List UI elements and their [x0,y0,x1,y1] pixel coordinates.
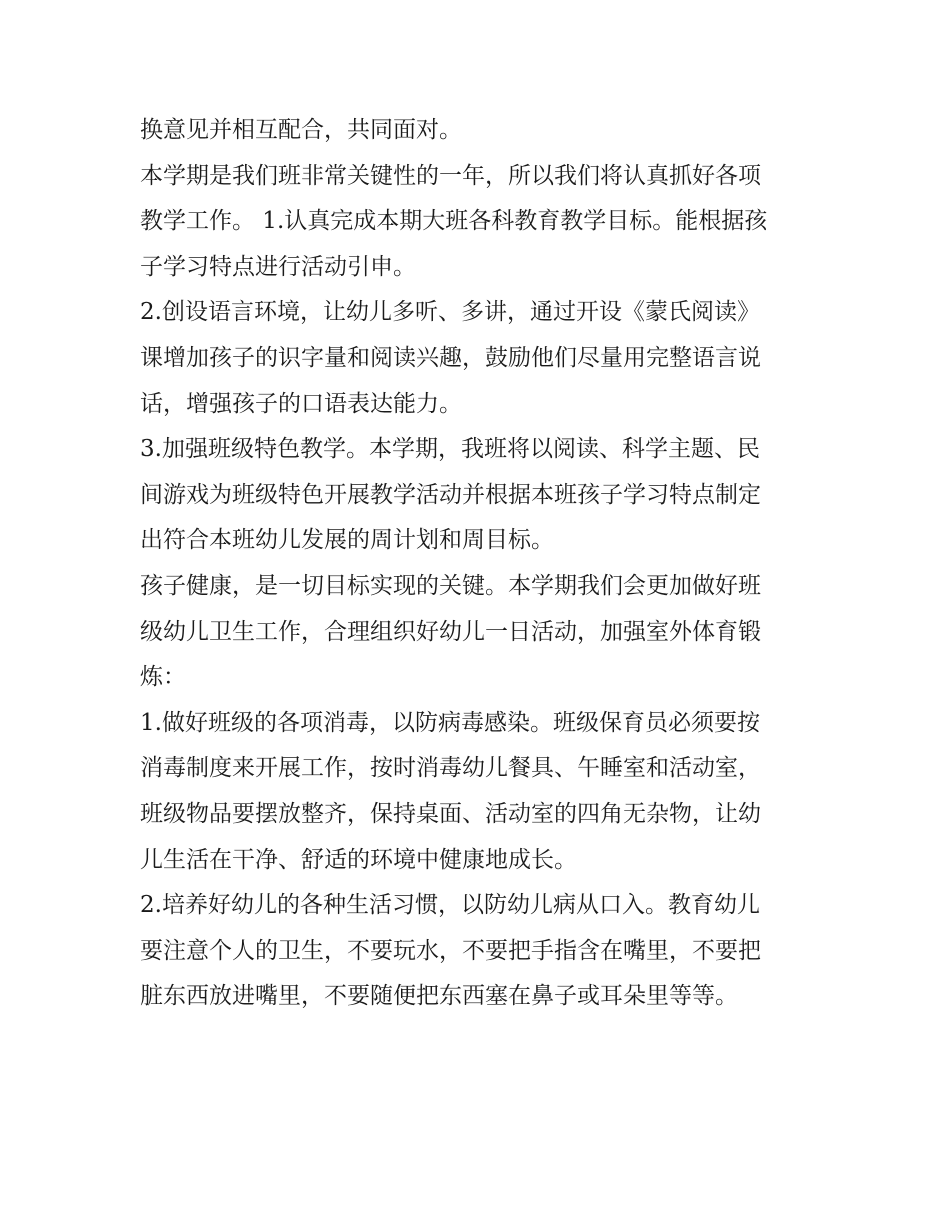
text-line: 出符合本班幼儿发展的周计划和周目标。 [140,527,554,554]
text-line: 子学习特点进行活动引申。 [140,253,416,280]
document-body [140,108,820,1020]
text-line: 课增加孩子的识字量和阅读兴趣，鼓励他们尽量用完整语言说 [140,344,761,371]
text-line: 本学期是我们班非常关键性的一年，所以我们将认真抓好各项 [140,162,761,189]
text-line: 儿生活在干净、舒适的环境中健康地成长。 [140,846,577,873]
text-line: 2.创设语言环境，让幼儿多听、多讲，通过开设《蒙氏阅读》 [140,299,760,326]
text-line: 脏东西放进嘴里，不要随便把东西塞在鼻子或耳朵里等等。 [140,983,738,1010]
text-line: 孩子健康，是一切目标实现的关键。本学期我们会更加做好班 [140,572,761,599]
text-line: 级幼儿卫生工作，合理组织好幼儿一日活动，加强室外体育锻 [140,618,761,645]
text-line: 2.培养好幼儿的各种生活习惯，以防幼儿病从口入。教育幼儿 [140,892,760,919]
text-line: 间游戏为班级特色开展教学活动并根据本班孩子学习特点制定 [140,481,761,508]
text-line: 教学工作。 1.认真完成本期大班各科教育教学目标。能根据孩 [140,208,768,235]
text-line: 3.加强班级特色教学。本学期，我班将以阅读、科学主题、民 [140,436,760,463]
text-line: 炼： [140,664,186,691]
text-line: 话，增强孩子的口语表达能力。 [140,390,462,417]
text-line: 1.做好班级的各项消毒，以防病毒感染。班级保育员必须要按 [140,709,760,736]
text-line: 换意见并相互配合，共同面对。 [140,117,462,143]
text-line: 消毒制度来开展工作，按时消毒幼儿餐具、午睡室和活动室， [140,755,761,782]
text-line: 要注意个人的卫生，不要玩水，不要把手指含在嘴里，不要把 [140,937,761,964]
text-line: 班级物品要摆放整齐，保持桌面、活动室的四角无杂物，让幼 [140,800,761,827]
